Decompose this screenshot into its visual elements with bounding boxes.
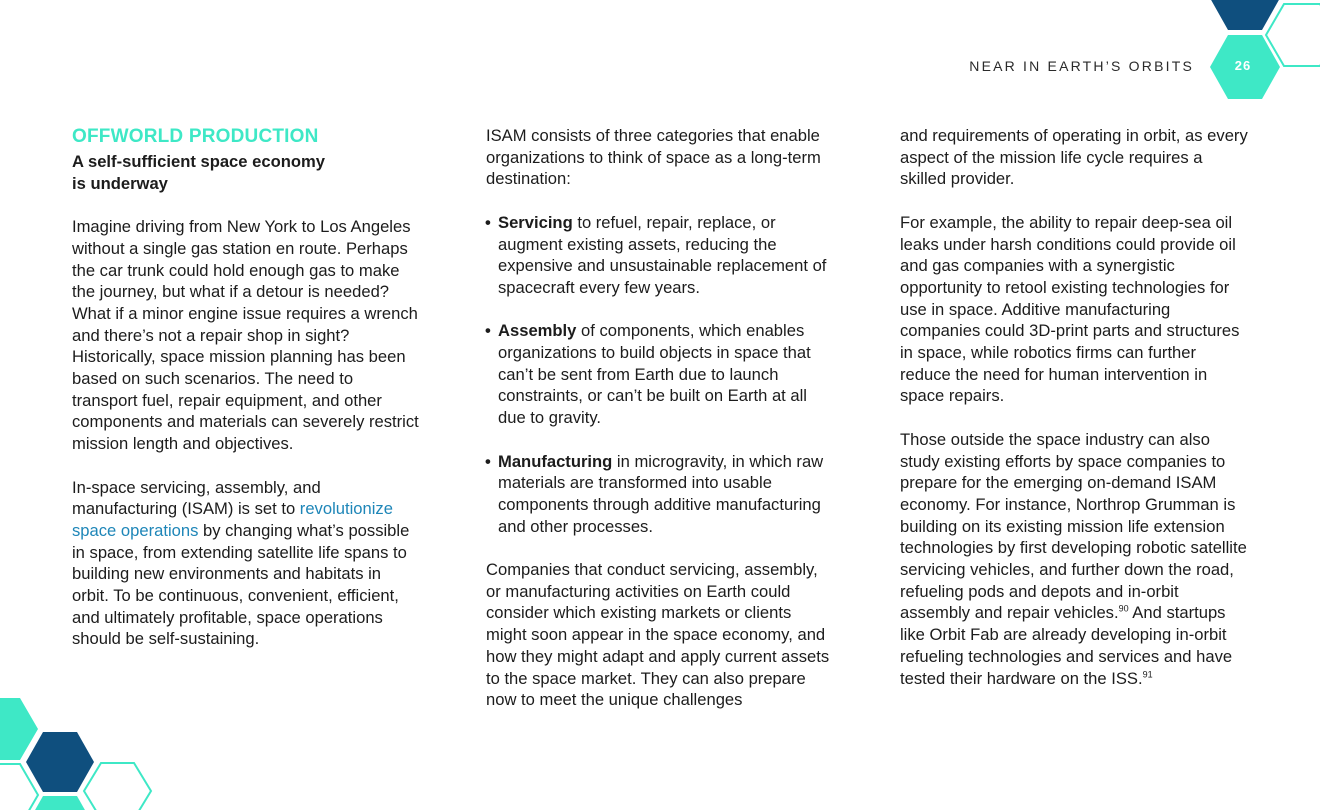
footnote-91[interactable]: 91 [1142, 669, 1153, 680]
subtitle-line-1: A self-sufficient space economy [72, 152, 325, 171]
list-item [486, 320, 836, 429]
hexagon-navy-top [1210, 0, 1280, 30]
category-text: to refuel, repair, replace, or augment existing assets, reducing the expensive and unsustainable replacement of spacecraft every few years. [498, 212, 827, 297]
list-item [486, 451, 836, 538]
category-term: Manufacturing [498, 451, 613, 471]
categories-intro: ISAM consists of three categories that enable organizations to think of space as a long-term destination: [486, 126, 821, 189]
paragraph-text: Those outside the space industry can also study existing efforts by space companies to prepare for the emerging on-demand ISAM economy. For instance, Northrop Grumman is building on its existing mission life extension technologies by first developing robotic satellite servicing vehicles, and further down the road, refueling pods and depots and in-orbit assembly and repair vehicles. [900, 429, 1247, 623]
category-term: Servicing [498, 212, 573, 232]
column-1 [72, 125, 422, 672]
hexagon-mint-left [0, 698, 38, 760]
outside-industry-paragraph [900, 429, 1250, 689]
isam-categories-list [486, 212, 836, 538]
subtitle-line-2: is underway [72, 173, 168, 193]
companies-paragraph: Companies that conduct servicing, assembly, or manufacturing activities on Earth could consider which existing markets or clients might soon appear in the space economy, and how they might adapt and apply current assets to the space market. They can also prepare now to meet the unique challenges [486, 560, 830, 710]
list-item [486, 212, 836, 299]
column-3 [900, 125, 1250, 711]
hexagon-navy-bottom [26, 732, 94, 792]
intro-paragraph: Imagine driving from New York to Los Angeles without a single gas station en route. Perhaps the car trunk could hold enough gas to make the journey, but what if a detour is needed? What if a minor engine issue requires a wrench and there’s not a repair shop in sight? Historically, space mission planning has been based on such scenarios. The need to transport fuel, repair equipment, and other components and materials can severely restrict mission length and objectives. [72, 217, 419, 454]
section-title: OFFWORLD PRODUCTION [72, 126, 319, 147]
paragraph-text-continued: And startups like Orbit Fab are already developing in-orbit refueling technologies and services and have tested their hardware on the ISS. [900, 603, 1233, 688]
requirements-paragraph: and requirements of operating in orbit, as every aspect of the mission life cycle requires a skilled provider. [900, 126, 1248, 189]
isam-text-after: by changing what’s possible in space, from extending satellite life spans to building new environments and habitats in orbit. To be continuous, convenient, efficient, and ultimately profitable, space operations should be self-sustaining. [72, 520, 410, 649]
running-head: NEAR IN EARTH’S ORBITS [969, 58, 1194, 74]
footnote-90[interactable]: 90 [1118, 603, 1129, 614]
column-2 [486, 125, 836, 733]
category-text: in microgravity, in which raw materials are transformed into usable components through additive manufacturing and other processes. [498, 451, 824, 536]
example-paragraph: For example, the ability to repair deep-sea oil leaks under harsh conditions could provide oil and gas companies with a synergistic opportunity to retool existing technologies for use in space. Additive manufacturing companies could 3D-print parts and structures in space, while robotics firms can further reduce the need for human intervention in space repairs. [900, 212, 1240, 406]
category-text: of components, which enables organizations to build objects in space that can’t be sent from Earth due to launch constraints, or can’t be built on Earth at all due to gravity. [498, 321, 811, 428]
hexagon-outline-bottom [84, 763, 151, 810]
page-number: 26 [1234, 58, 1252, 73]
category-term: Assembly [498, 321, 577, 341]
revolutionize-space-operations-link[interactable]: revolutionize space operations [72, 499, 393, 540]
isam-paragraph [72, 477, 422, 651]
isam-text-before: In-space servicing, assembly, and manufacturing (ISAM) is set to [72, 477, 321, 519]
section-subtitle [72, 151, 422, 194]
